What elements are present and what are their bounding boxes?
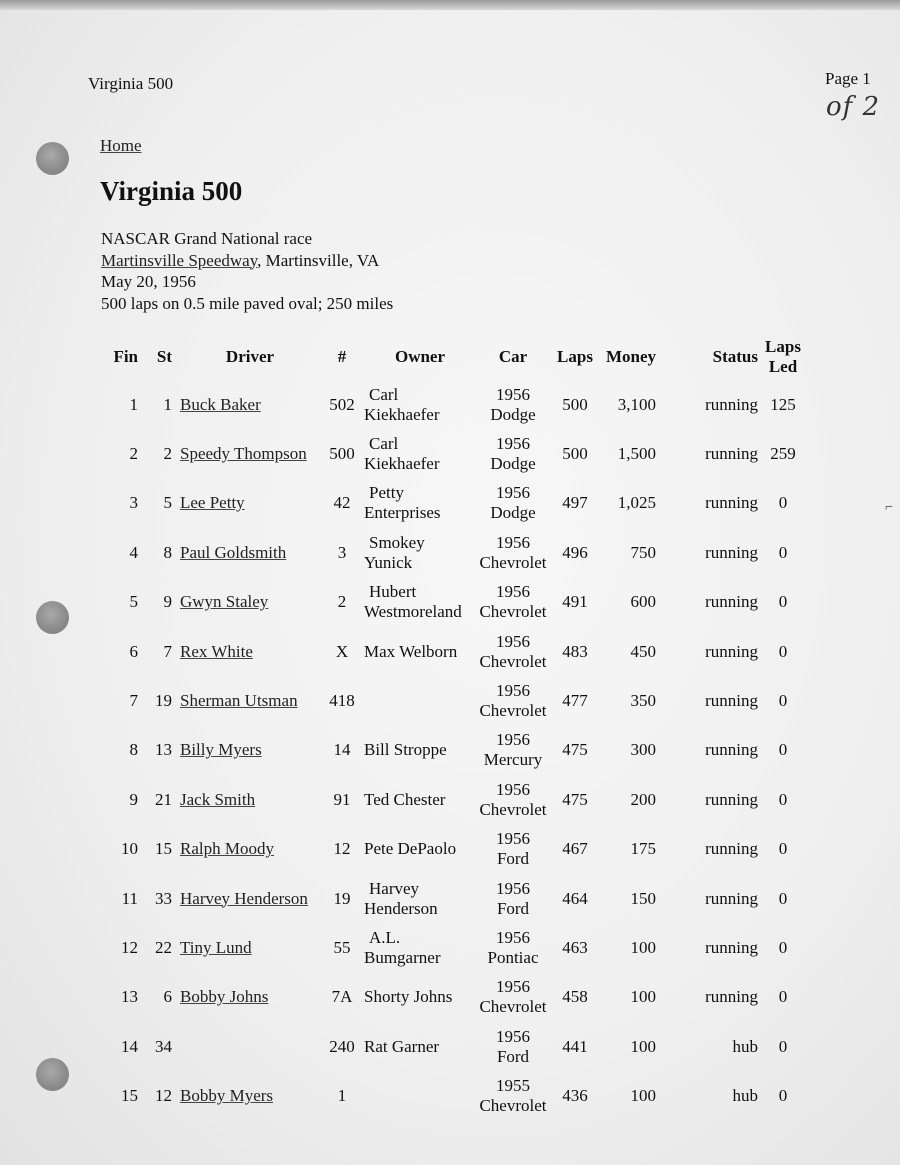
cell-laps-led: 0 [778, 691, 788, 711]
car-wrap [476, 434, 550, 474]
owner-wrap [364, 987, 476, 1007]
owner-wrap [364, 839, 476, 859]
owner-wrap [364, 642, 476, 662]
cell-laps-led: 125 [770, 394, 796, 414]
car-wrap [476, 879, 550, 919]
cell-laps: 500 [562, 444, 588, 464]
car-wrap [476, 928, 550, 968]
car-make: Chevrolet [479, 701, 547, 721]
table-row [100, 627, 802, 676]
cell-number: 2 [337, 592, 347, 612]
cell-fin: 8 [129, 740, 138, 760]
cell-number: 1 [337, 1086, 347, 1106]
driver-link[interactable]: Speedy Thompson [180, 444, 307, 464]
cell-status: running [705, 691, 758, 711]
cell-laps: 483 [562, 641, 588, 661]
cell-st: 12 [155, 1086, 172, 1106]
cell-car [476, 380, 550, 429]
cell-owner [364, 578, 476, 627]
cell-car [476, 676, 550, 725]
cell-car [476, 528, 550, 577]
car-year: 1956 [496, 483, 530, 503]
car-year: 1956 [496, 730, 530, 750]
cell-driver [180, 973, 320, 1022]
cell-owner [364, 775, 476, 824]
cell-money: 100 [630, 937, 656, 957]
cell-number: 19 [333, 888, 351, 908]
driver-link[interactable]: Jack Smith [180, 789, 256, 809]
cell-money: 175 [630, 839, 656, 859]
car-wrap [476, 1027, 550, 1067]
cell-number: 7A [331, 987, 353, 1007]
cell-laps: 475 [562, 740, 588, 760]
owner-wrap [364, 434, 476, 474]
cell-driver [180, 528, 320, 577]
table-row [100, 874, 802, 923]
cell-owner [364, 627, 476, 676]
race-track-line [101, 250, 393, 272]
cell-money: 300 [630, 740, 656, 760]
cell-owner [364, 874, 476, 923]
car-wrap [476, 483, 550, 523]
car-make: Ford [496, 849, 530, 869]
header-number: # [337, 347, 347, 366]
owner-line: Hubert [369, 582, 417, 602]
cell-car [476, 627, 550, 676]
cell-status: running [705, 839, 758, 859]
car-year: 1956 [496, 582, 530, 602]
cell-owner [364, 1022, 476, 1071]
race-info [101, 228, 393, 314]
race-date: May 20, 1956 [101, 272, 196, 291]
cell-money: 100 [630, 987, 656, 1007]
driver-link[interactable]: Ralph Moody [180, 839, 274, 859]
car-wrap [476, 582, 550, 622]
cell-fin: 12 [121, 937, 138, 957]
driver-link[interactable]: Buck Baker [180, 394, 261, 414]
cell-car [476, 825, 550, 874]
cell-number: 240 [329, 1036, 355, 1056]
cell-money: 3,100 [617, 394, 656, 414]
table-row [100, 479, 802, 528]
car-wrap [476, 730, 550, 770]
cell-laps-led: 0 [778, 592, 788, 612]
cell-car [476, 479, 550, 528]
cell-status: hub [732, 1036, 758, 1056]
cell-status: running [705, 592, 758, 612]
car-wrap [476, 632, 550, 672]
race-series: NASCAR Grand National race [101, 229, 313, 248]
table-row [100, 825, 802, 874]
car-year: 1955 [496, 1076, 530, 1096]
cell-laps-led: 0 [778, 740, 788, 760]
cell-fin: 14 [121, 1036, 138, 1056]
cell-fin: 9 [129, 789, 138, 809]
cell-status: running [705, 987, 758, 1007]
owner-line: A.L. [369, 927, 401, 947]
cell-money: 150 [630, 888, 656, 908]
owner-line: Carl [369, 384, 399, 404]
owner-wrap [364, 879, 476, 919]
driver-link[interactable]: Billy Myers [180, 740, 262, 760]
cell-driver [180, 429, 320, 478]
car-year: 1956 [496, 779, 530, 799]
table-row [100, 973, 802, 1022]
cell-laps-led: 0 [778, 839, 788, 859]
car-make: Dodge [490, 404, 536, 424]
driver-link[interactable]: Harvey Henderson [180, 888, 308, 908]
owner-wrap [364, 385, 476, 425]
car-year: 1956 [496, 878, 530, 898]
cell-owner [364, 676, 476, 725]
owner-line: Bill Stroppe [364, 740, 447, 760]
cell-st: 1 [163, 394, 172, 414]
table-row [100, 775, 802, 824]
car-year: 1956 [496, 681, 530, 701]
cell-laps-led: 0 [778, 888, 788, 908]
cell-driver [180, 1022, 320, 1071]
owner-wrap [364, 790, 476, 810]
cell-driver [180, 676, 320, 725]
cell-st: 34 [155, 1036, 172, 1056]
cell-laps-led: 0 [778, 1036, 788, 1056]
header-st: St [156, 347, 172, 366]
car-wrap [476, 385, 550, 425]
car-year: 1956 [496, 384, 530, 404]
cell-laps: 441 [562, 1036, 588, 1056]
header-money: Money [605, 347, 656, 366]
driver-link[interactable]: Rex White [180, 641, 253, 661]
punch-hole-bottom [36, 1058, 69, 1091]
cell-driver [180, 874, 320, 923]
cell-status: running [705, 740, 758, 760]
cell-fin: 15 [121, 1086, 138, 1106]
cell-st: 22 [155, 937, 172, 957]
cell-driver [180, 923, 320, 972]
owner-line: Kiekhaefer [364, 404, 440, 424]
cell-owner [364, 479, 476, 528]
cell-money: 350 [630, 691, 656, 711]
owner-line: Shorty Johns [364, 987, 453, 1007]
car-wrap [476, 533, 550, 573]
cell-laps: 475 [562, 789, 588, 809]
cell-car [476, 1022, 550, 1071]
print-page-number: Page 1 [825, 69, 871, 88]
cell-car [476, 726, 550, 775]
cell-st: 19 [155, 691, 172, 711]
cell-status: running [705, 394, 758, 414]
cell-laps: 477 [562, 691, 588, 711]
cell-money: 100 [630, 1036, 656, 1056]
page-title: Virginia 500 [100, 176, 243, 206]
cell-owner [364, 528, 476, 577]
track-link[interactable]: Martinsville Speedway [101, 250, 258, 270]
cell-laps-led: 0 [778, 1086, 788, 1106]
car-make: Chevrolet [479, 1096, 547, 1116]
driver-link[interactable]: Sherman Utsman [180, 691, 298, 711]
cell-fin: 1 [129, 394, 138, 414]
cell-money: 600 [630, 592, 656, 612]
car-make: Ford [496, 1046, 530, 1066]
cell-money: 1,500 [617, 444, 656, 464]
car-make: Chevrolet [479, 799, 547, 819]
car-make: Chevrolet [479, 997, 547, 1017]
cell-laps: 436 [562, 1086, 588, 1106]
cell-st: 15 [155, 839, 172, 859]
table-row [100, 1022, 802, 1071]
cell-money: 450 [630, 641, 656, 661]
cell-car [476, 1071, 550, 1120]
cell-fin: 2 [129, 444, 138, 464]
car-year: 1956 [496, 532, 530, 552]
cell-car [476, 973, 550, 1022]
handwritten-note: of 2 [826, 92, 881, 122]
table-row [100, 1071, 802, 1120]
punch-hole-top [36, 142, 69, 175]
cell-laps-led: 0 [778, 542, 788, 562]
cell-fin: 7 [129, 691, 138, 711]
cell-owner [364, 380, 476, 429]
cell-status: hub [732, 1086, 758, 1106]
header-driver: Driver [225, 347, 275, 366]
cell-number: 42 [333, 493, 351, 513]
cell-laps-led: 0 [778, 987, 788, 1007]
owner-line: Harvey [369, 878, 420, 898]
car-make: Pontiac [487, 947, 539, 967]
cell-driver [180, 380, 320, 429]
driver-link[interactable]: Bobby Johns [180, 987, 269, 1007]
car-year: 1956 [496, 977, 530, 997]
car-year: 1956 [496, 927, 530, 947]
driver-link[interactable]: Lee Petty [180, 493, 245, 513]
owner-wrap [364, 740, 476, 760]
owner-line: Pete DePaolo [364, 839, 457, 859]
cell-number: 12 [333, 839, 351, 859]
owner-line: Kiekhaefer [364, 454, 440, 474]
cell-driver [180, 578, 320, 627]
cell-laps: 467 [562, 839, 588, 859]
cell-number: 502 [329, 394, 355, 414]
car-year: 1956 [496, 434, 530, 454]
car-year: 1956 [496, 1026, 530, 1046]
cell-number: 418 [329, 691, 355, 711]
cell-owner [364, 923, 476, 972]
cell-fin: 4 [129, 542, 138, 562]
cell-car [476, 923, 550, 972]
cell-st: 33 [155, 888, 172, 908]
cell-driver [180, 726, 320, 775]
cell-laps-led: 0 [778, 937, 788, 957]
owner-line: Bumgarner [364, 947, 441, 967]
owner-line: Enterprises [364, 503, 441, 523]
cell-owner [364, 1071, 476, 1120]
cell-laps-led: 0 [778, 493, 788, 513]
cell-laps-led: 259 [770, 444, 796, 464]
cell-laps: 463 [562, 937, 588, 957]
owner-wrap [364, 928, 476, 968]
cell-laps: 497 [562, 493, 588, 513]
cell-owner [364, 825, 476, 874]
cell-laps: 500 [562, 394, 588, 414]
cell-laps: 496 [562, 542, 588, 562]
owner-line: Max Welborn [364, 641, 458, 661]
cell-laps-led: 0 [778, 789, 788, 809]
cell-owner [364, 429, 476, 478]
cell-fin: 3 [129, 493, 138, 513]
cell-status: running [705, 493, 758, 513]
owner-wrap [364, 533, 476, 573]
cell-st: 13 [155, 740, 172, 760]
car-make: Mercury [483, 750, 543, 770]
punch-hole-middle [36, 601, 69, 634]
car-make: Chevrolet [479, 651, 547, 671]
table-row [100, 528, 802, 577]
cell-st: 5 [163, 493, 172, 513]
car-wrap [476, 1076, 550, 1116]
owner-line: Carl [369, 434, 399, 454]
cell-fin: 11 [121, 888, 138, 908]
owner-wrap [364, 1037, 476, 1057]
cell-driver [180, 1071, 320, 1120]
cell-fin: 6 [129, 641, 138, 661]
driver-link[interactable]: Paul Goldsmith [180, 542, 287, 562]
cell-money: 200 [630, 789, 656, 809]
cell-number: 3 [337, 542, 347, 562]
results-body [100, 380, 802, 1121]
table-row [100, 923, 802, 972]
track-location: , Martinsville, VA [257, 250, 380, 270]
cell-laps-led: 0 [778, 641, 788, 661]
owner-line: Smokey [369, 532, 425, 552]
car-wrap [476, 829, 550, 869]
owner-line: Ted Chester [364, 789, 446, 809]
cell-money: 1,025 [617, 493, 656, 513]
cell-status: running [705, 641, 758, 661]
cell-owner [364, 726, 476, 775]
cell-st: 2 [163, 444, 172, 464]
owner-wrap [364, 582, 476, 622]
cell-driver [180, 775, 320, 824]
print-header-title: Virginia 500 [88, 74, 174, 93]
cell-driver [180, 627, 320, 676]
cell-number: 500 [329, 444, 355, 464]
owner-wrap [364, 483, 476, 523]
cell-status: running [705, 444, 758, 464]
cell-status: running [705, 937, 758, 957]
driver-link[interactable]: Tiny Lund [180, 937, 252, 957]
owner-line: Westmoreland [364, 602, 462, 622]
cell-fin: 5 [129, 592, 138, 612]
header-fin: Fin [113, 347, 138, 366]
car-make: Dodge [490, 454, 536, 474]
header-status: Status [712, 347, 758, 366]
table-row [100, 676, 802, 725]
header-laps: Laps [557, 347, 593, 366]
cell-st: 8 [163, 542, 172, 562]
cell-fin: 10 [121, 839, 138, 859]
cell-laps: 458 [562, 987, 588, 1007]
cell-st: 7 [163, 641, 172, 661]
owner-line: Yunick [364, 552, 413, 572]
table-row [100, 578, 802, 627]
cell-owner [364, 973, 476, 1022]
cell-number: 91 [333, 789, 351, 809]
car-wrap [476, 780, 550, 820]
cell-number: 55 [333, 937, 351, 957]
car-wrap [476, 681, 550, 721]
cell-status: running [705, 789, 758, 809]
results-table [100, 334, 802, 1121]
cell-number: 14 [333, 740, 351, 760]
owner-line: Rat Garner [364, 1036, 440, 1056]
scanner-edge [0, 0, 900, 10]
cell-laps: 491 [562, 592, 588, 612]
cell-money: 100 [630, 1086, 656, 1106]
driver-link[interactable]: Gwyn Staley [180, 592, 269, 612]
cell-fin: 13 [121, 987, 138, 1007]
car-wrap [476, 977, 550, 1017]
cell-st: 21 [155, 789, 172, 809]
cell-car [476, 775, 550, 824]
car-make: Chevrolet [479, 602, 547, 622]
owner-line: Petty [369, 483, 404, 503]
car-make: Chevrolet [479, 552, 547, 572]
table-row [100, 726, 802, 775]
car-make: Dodge [490, 503, 536, 523]
cell-money: 750 [630, 542, 656, 562]
table-row [100, 429, 802, 478]
cell-car [476, 874, 550, 923]
table-header-row [100, 334, 802, 380]
car-year: 1956 [496, 631, 530, 651]
cell-status: running [705, 888, 758, 908]
table-row [100, 380, 802, 429]
cell-driver [180, 825, 320, 874]
cell-st: 6 [163, 987, 172, 1007]
owner-line: Henderson [364, 898, 438, 918]
stray-mark: ⌐ [885, 500, 893, 515]
header-owner: Owner [394, 347, 446, 366]
cell-st: 9 [163, 592, 172, 612]
cell-laps: 464 [562, 888, 588, 908]
car-year: 1956 [496, 829, 530, 849]
header-laps-led-line2: Led [768, 357, 798, 376]
cell-driver [180, 479, 320, 528]
header-laps-led-line1: Laps [765, 337, 801, 356]
cell-car [476, 429, 550, 478]
race-distance: 500 laps on 0.5 mile paved oval; 250 miles [101, 293, 394, 313]
header-car: Car [498, 347, 528, 366]
cell-car [476, 578, 550, 627]
driver-link[interactable]: Bobby Myers [180, 1086, 274, 1106]
cell-number: X [335, 641, 349, 661]
header-laps-led [764, 334, 802, 380]
home-link[interactable]: Home [100, 136, 142, 155]
cell-status: running [705, 542, 758, 562]
car-make: Ford [496, 898, 530, 918]
